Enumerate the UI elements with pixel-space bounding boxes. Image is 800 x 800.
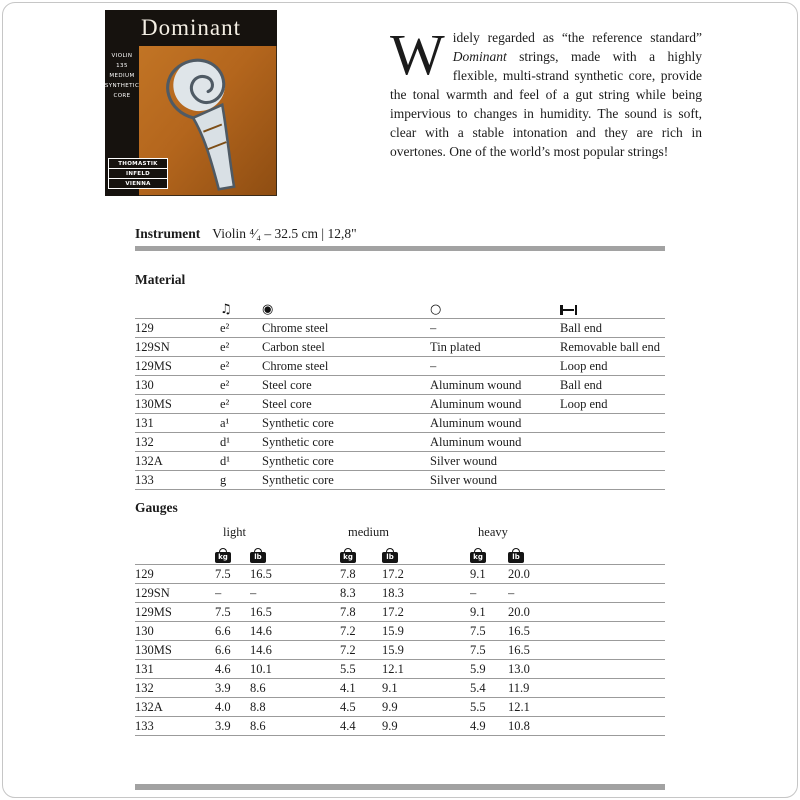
cell-winding: Aluminum wound [430, 395, 560, 414]
cell-note: d¹ [220, 452, 262, 471]
cell-note: a¹ [220, 414, 262, 433]
instrument-row [135, 226, 357, 242]
cell-id: 132 [135, 679, 215, 698]
cell-lb: 8.6 [250, 679, 340, 698]
cell-kg: 7.5 [215, 565, 250, 584]
cell-core: Synthetic core [262, 471, 430, 490]
group-label-heavy: heavy [478, 524, 508, 539]
gauges-group-row [135, 523, 665, 541]
cell-kg: 6.6 [215, 641, 250, 660]
material-header-empty [135, 295, 220, 319]
cell-note: e² [220, 319, 262, 338]
cell-lb: 17.2 [382, 603, 470, 622]
cell-lb: 16.5 [508, 641, 665, 660]
cell-id: 133 [135, 471, 220, 490]
cell-kg: 9.1 [470, 603, 508, 622]
cell-winding: Aluminum wound [430, 376, 560, 395]
cell-core: Carbon steel [262, 338, 430, 357]
package-side-line: CORE [113, 93, 131, 99]
cell-end [560, 452, 665, 471]
gauges-row [135, 660, 665, 679]
cell-lb: 20.0 [508, 565, 665, 584]
lb-weight-icon: lb [250, 552, 266, 563]
package-side-line: 135 [116, 63, 128, 69]
lb-weight-icon: lb [508, 552, 524, 563]
cell-id: 130 [135, 376, 220, 395]
cell-lb: 15.9 [382, 641, 470, 660]
gauges-row [135, 641, 665, 660]
cell-id: 132A [135, 698, 215, 717]
cell-kg: 4.4 [340, 717, 382, 736]
cell-end [560, 433, 665, 452]
cell-lb: 12.1 [382, 660, 470, 679]
gauges-table [135, 523, 665, 736]
material-row [135, 395, 665, 414]
cell-kg: 5.9 [470, 660, 508, 679]
cell-id: 131 [135, 660, 215, 679]
cell-core: Chrome steel [262, 319, 430, 338]
cell-lb: 17.2 [382, 565, 470, 584]
material-section [135, 272, 665, 490]
cell-kg: 7.2 [340, 622, 382, 641]
instrument-value: Violin ⁴⁄₄ – 32.5 cm | 12,8" [212, 226, 357, 241]
cell-lb: 15.9 [382, 622, 470, 641]
material-row [135, 338, 665, 357]
cell-core: Synthetic core [262, 452, 430, 471]
instrument-label: Instrument [135, 226, 201, 241]
cell-kg: 7.2 [340, 641, 382, 660]
intro-text-before: idely regarded as “the reference standard” [452, 29, 702, 45]
cell-kg: 7.8 [340, 565, 382, 584]
cell-lb: 20.0 [508, 603, 665, 622]
group-label-medium: medium [348, 524, 389, 539]
cell-lb: 12.1 [508, 698, 665, 717]
cell-id: 132A [135, 452, 220, 471]
cell-winding: Silver wound [430, 452, 560, 471]
core-icon: ◉ [262, 301, 274, 317]
cell-lb: 16.5 [250, 565, 340, 584]
cell-winding: Aluminum wound [430, 433, 560, 452]
cell-lb: 8.6 [250, 717, 340, 736]
cell-kg: – [470, 584, 508, 603]
gauges-row [135, 698, 665, 717]
cell-lb: 14.6 [250, 641, 340, 660]
cell-id: 133 [135, 717, 215, 736]
cell-lb: 18.3 [382, 584, 470, 603]
maker-logo [108, 158, 168, 189]
string-end-icon [560, 305, 577, 315]
intro-text-after: strings, made with a highly flexible, multi-strand synthetic core, provide the tonal warmth and feel of a gut string while being impervious to changes in humidity. The sound is soft, clear with a stable intonation and they are rich in overtones. One of the world’s most popular strings! [390, 48, 702, 159]
footer-divider [135, 784, 665, 790]
cell-lb: 14.6 [250, 622, 340, 641]
material-row [135, 357, 665, 376]
cell-kg: 7.5 [215, 603, 250, 622]
cell-core: Chrome steel [262, 357, 430, 376]
cell-id: 130MS [135, 395, 220, 414]
cell-end: Loop end [560, 395, 665, 414]
cell-id: 129MS [135, 603, 215, 622]
cell-kg: 7.5 [470, 622, 508, 641]
cell-kg: 5.5 [340, 660, 382, 679]
cell-end [560, 414, 665, 433]
gauges-title: Gauges [135, 500, 178, 515]
cell-kg: 7.5 [470, 641, 508, 660]
cell-end: Removable ball end [560, 338, 665, 357]
kg-weight-icon: kg [215, 552, 231, 563]
gauges-row [135, 717, 665, 736]
gauges-row [135, 584, 665, 603]
cell-note: e² [220, 395, 262, 414]
gauges-row [135, 622, 665, 641]
gauges-row [135, 679, 665, 698]
cell-kg: 9.1 [470, 565, 508, 584]
cell-lb: 9.9 [382, 717, 470, 736]
cell-kg: 5.4 [470, 679, 508, 698]
cell-end: Ball end [560, 376, 665, 395]
cell-lb: 16.5 [250, 603, 340, 622]
cell-kg: 4.5 [340, 698, 382, 717]
cell-end [560, 471, 665, 490]
cell-id: 129MS [135, 357, 220, 376]
cell-note: g [220, 471, 262, 490]
cell-lb: 10.1 [250, 660, 340, 679]
group-label-light: light [223, 524, 246, 539]
maker-line: INFELD [109, 168, 167, 178]
kg-weight-icon: kg [340, 552, 356, 563]
cell-core: Synthetic core [262, 414, 430, 433]
brand-logo: Dominant [141, 15, 241, 40]
material-table [135, 295, 665, 490]
cell-lb: 13.0 [508, 660, 665, 679]
cell-note: e² [220, 376, 262, 395]
cell-id: 130MS [135, 641, 215, 660]
cell-lb: 11.9 [508, 679, 665, 698]
cell-kg: 6.6 [215, 622, 250, 641]
gauges-row [135, 603, 665, 622]
cell-winding: Tin plated [430, 338, 560, 357]
cell-winding: – [430, 357, 560, 376]
cell-note: e² [220, 357, 262, 376]
material-title: Material [135, 272, 186, 287]
cell-id: 130 [135, 622, 215, 641]
cell-lb: 16.5 [508, 622, 665, 641]
package-header-band [105, 10, 277, 46]
cell-note: e² [220, 338, 262, 357]
cell-core: Synthetic core [262, 433, 430, 452]
cell-id: 129 [135, 319, 220, 338]
cell-core: Steel core [262, 395, 430, 414]
gauges-unit-row [135, 541, 665, 565]
cell-kg: 5.5 [470, 698, 508, 717]
cell-kg: – [215, 584, 250, 603]
winding-icon: ○ [430, 301, 442, 317]
cell-lb: 9.1 [382, 679, 470, 698]
note-icon: ♫ [220, 301, 232, 317]
section-divider [135, 246, 665, 251]
cell-kg: 3.9 [215, 679, 250, 698]
material-row [135, 471, 665, 490]
material-row [135, 319, 665, 338]
cell-lb: – [250, 584, 340, 603]
cell-id: 129SN [135, 338, 220, 357]
material-row [135, 376, 665, 395]
maker-line: THOMASTIK [118, 160, 158, 167]
cell-id: 131 [135, 414, 220, 433]
package-side-line: VIOLIN [111, 53, 133, 59]
lb-weight-icon: lb [382, 552, 398, 563]
cell-kg: 4.0 [215, 698, 250, 717]
cell-end: Loop end [560, 357, 665, 376]
cell-kg: 3.9 [215, 717, 250, 736]
material-row [135, 414, 665, 433]
cell-id: 132 [135, 433, 220, 452]
cell-lb: 9.9 [382, 698, 470, 717]
cell-winding: – [430, 319, 560, 338]
gauges-row [135, 565, 665, 584]
product-package-image [105, 10, 277, 196]
cell-core: Steel core [262, 376, 430, 395]
gauges-section [135, 500, 665, 736]
cell-kg: 4.9 [470, 717, 508, 736]
cell-kg: 4.6 [215, 660, 250, 679]
cell-winding: Silver wound [430, 471, 560, 490]
kg-weight-icon: kg [470, 552, 486, 563]
cell-kg: 8.3 [340, 584, 382, 603]
cell-lb: – [508, 584, 665, 603]
cell-id: 129SN [135, 584, 215, 603]
material-row [135, 452, 665, 471]
intro-text-italic: Dominant [452, 48, 507, 64]
cell-kg: 7.8 [340, 603, 382, 622]
package-side-line: SYNTHETIC [104, 83, 140, 89]
intro-paragraph [390, 21, 702, 161]
maker-line: VIENNA [109, 178, 167, 188]
cell-winding: Aluminum wound [430, 414, 560, 433]
material-header-row [135, 295, 665, 319]
cell-end: Ball end [560, 319, 665, 338]
drop-cap: W [390, 21, 445, 87]
material-row [135, 433, 665, 452]
cell-note: d¹ [220, 433, 262, 452]
cell-id: 129 [135, 565, 215, 584]
cell-kg: 4.1 [340, 679, 382, 698]
cell-lb: 8.8 [250, 698, 340, 717]
package-side-line: MEDIUM [109, 73, 135, 79]
cell-lb: 10.8 [508, 717, 665, 736]
